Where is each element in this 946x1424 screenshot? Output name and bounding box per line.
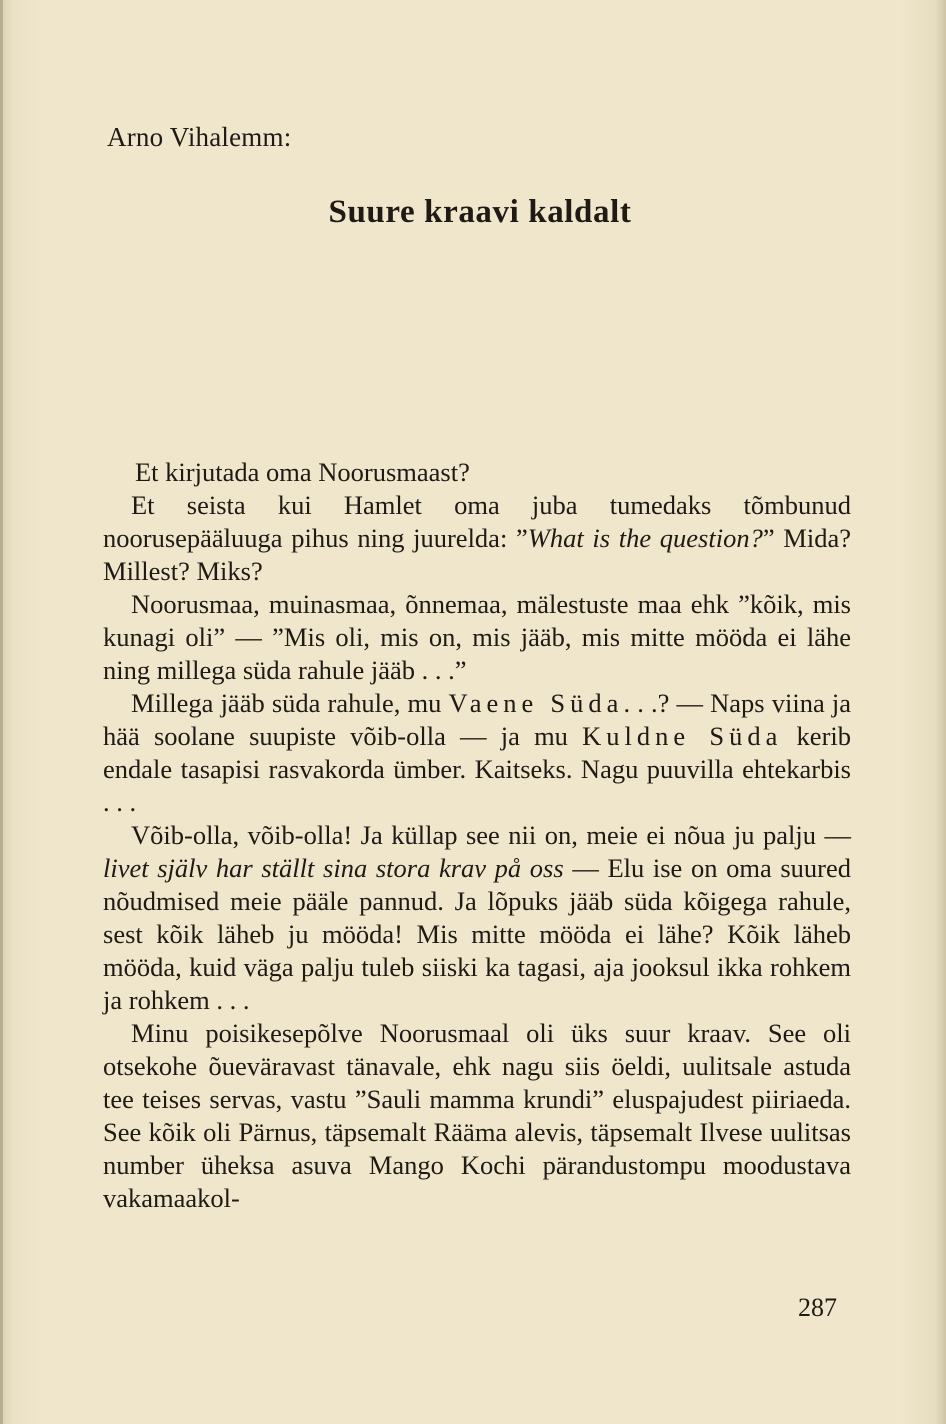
story-title: Suure kraavi kaldalt	[328, 194, 632, 230]
spaced-phrase: Kuldne Süda	[582, 721, 783, 751]
italic-phrase: What is the question?	[527, 523, 763, 553]
paragraph: Võib-olla, võib-olla! Ja küllap see nii on, meie ei nõua ju palju — livet själv har ställt sina stora krav på oss — Elu ise on oma suured nõudmised meie pääle pannud. Ja lõpuks jääb süda kõigega rahule, sest kõik läheb ju mööda! Mis mitte mööda ei lähe? Kõik läheb mööda, kuid väga palju tuleb siiski ka tagasi, aja jooksul ikka rohkem ja rohkem . . .	[103, 820, 851, 1015]
paragraph: Minu poisikesepõlve Noorusmaal oli üks suur kraav. See oli otsekohe õueväravast tänavale, ehk nagu siis öeldi, uulitsale astuda tee teises servas, vastu ”Sauli mamma krundi” eluspajudest piiriaeda. See kõik oli Pärnus, täpsemalt Rääma alevis, täpsemalt Ilvese uulitsas number üheksa asuva Mango Kochi pärandustompu moodustava vakamaakol-	[103, 1018, 851, 1213]
author-name: Arno Vihalemm:	[107, 122, 292, 152]
paragraph: Noorusmaa, muinasmaa, õnnemaa, mälestuste maa ehk ”kõik, mis kunagi oli” — ”Mis oli, mis on, mis jääb, mis mitte mööda ei lähe ning millega süda rahule jääb . . .”	[103, 589, 851, 685]
spaced-phrase: Vaene Süda	[448, 688, 624, 718]
body-text	[103, 456, 851, 1215]
paragraph: Millega jääb süda rahule, mu Vaene Süda. . .? — Naps viina ja hää soolane suupiste võib-olla — ja mu Kuldne Süda kerib endale tasapisi rasvakorda ümber. Kaitseks. Nagu puuvilla ehtekarbis . . .	[103, 688, 852, 817]
italic-phrase: livet själv har ställt sina stora krav på oss	[103, 853, 564, 883]
page-number: 287	[798, 1293, 837, 1322]
paragraph: Et kirjutada oma Noorusmaast?	[135, 457, 470, 487]
paragraph: Et seista kui Hamlet oma juba tumedaks tõmbunud noorusepääluuga pihus ning juurelda: ”What is the question?” Mida? Millest? Miks?	[103, 490, 851, 586]
